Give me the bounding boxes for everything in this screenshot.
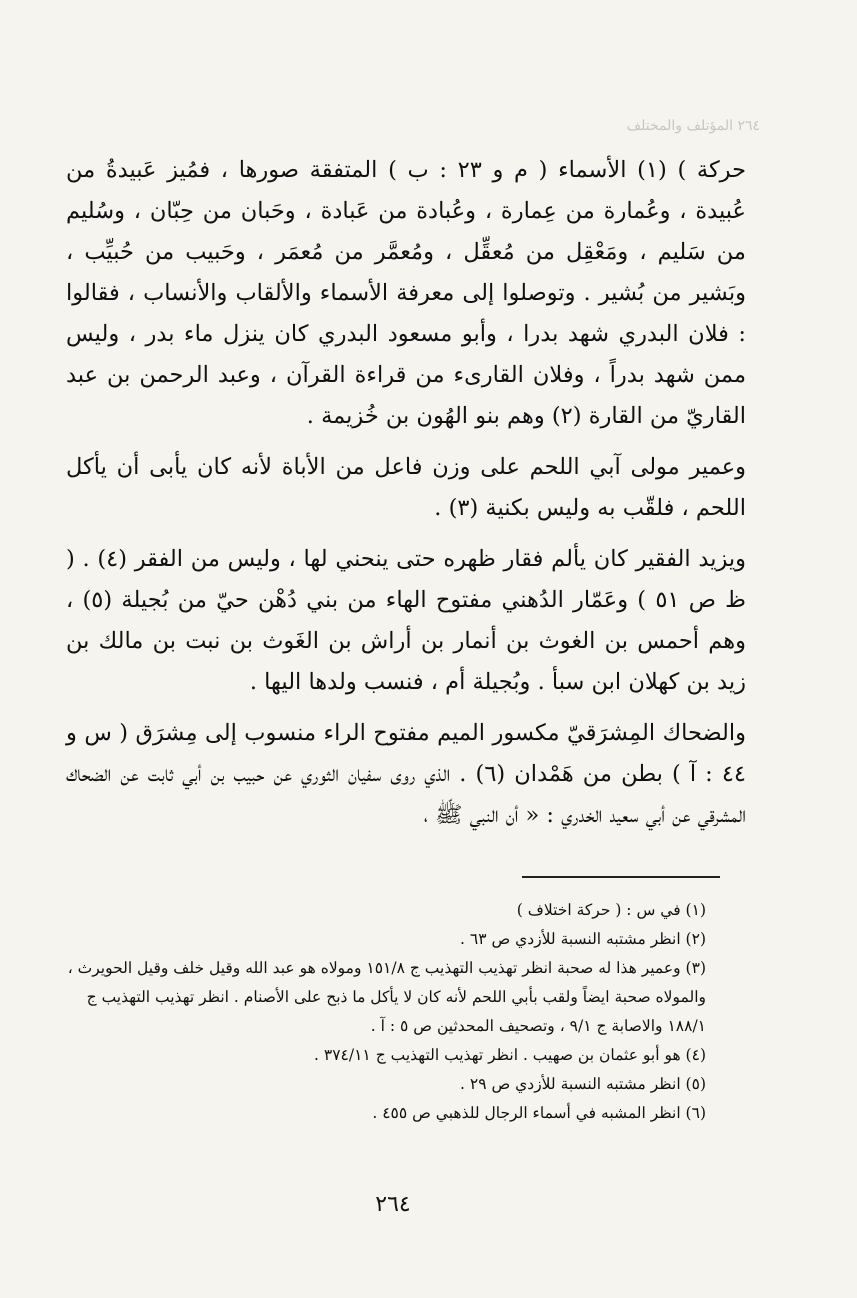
main-text — [66, 150, 746, 836]
paragraph: ويزيد الفقير كان يألم فقار ظهره حتى ينحني لها ، وليس من الفقر (٤) . ( ظ ص ٥١ ) وعَمّار الدُهني مفتوح الهاء من بني دُهْن حيّ من بُجيلة (٥) ، وهم أحمس بن الغوث بن أنمار بن أراش بن الغَوث بن نبت بن مالك بن زيد بن كهلان ابن سبأ . وبُجيلة أم ، فنسب ولدها اليها . — [66, 546, 747, 695]
footnotes — [46, 896, 706, 1128]
paragraph: والضحاك المِشرَقيّ مكسور الميم مفتوح الراء منسوب إلى مِشرَق ( س و ٤٤ : آ ) بطن من هَمْدان (٦) . الذي روى سفيان الثوري عن حبيب بن أبي ثابت عن الضحاك المشرقي عن أبي سعيد الخدري : « أن النبي ﷺ ، — [66, 720, 747, 828]
footnote-5: (٥) انظر مشتبه النسبة للأزدي ص ٢٩ . — [460, 1075, 706, 1093]
footnote-3: (٣) وعمير هذا له صحبة انظر تهذيب التهذيب ج ١٥١/٨ ومولاه هو عبد الله وقيل خلف وقيل الحويرث ، والمولاه صحبة ايضاً ولقب بأبي اللحم لأنه كان لا يأكل ما ذبح على الأصنام . انظر تهذيب التهذيب ج ١٨٨/١ والاصابة ج ٩/١ ، وتصحيف المحدثين ص ٥ : آ . — [67, 959, 706, 1035]
footnote-divider — [522, 876, 720, 878]
faded-running-header: ٢٦٤ المؤتلف والمختلف — [626, 118, 760, 134]
footnote-4: (٤) هو أبو عثمان بن صهيب . انظر تهذيب التهذيب ج ٣٧٤/١١ . — [314, 1046, 706, 1064]
footnote-2: (٢) انظر مشتبه النسبة للأزدي ص ٦٣ . — [460, 930, 706, 948]
paragraph: وعمير مولى آبي اللحم على وزن فاعل من الأباة لأنه كان يأبى أن يأكل اللحم ، فلقّب به وليس بكنية (٣) . — [66, 454, 746, 521]
footnote-1: (١) في س : ( حركة اختلاف ) — [516, 901, 706, 919]
footnote-6: (٦) انظر المشبه في أسماء الرجال للذهبي ص ٤٥٥ . — [372, 1104, 706, 1122]
page-number: ٢٦٤ — [375, 1192, 411, 1217]
paragraph: حركة ) (١) الأسماء ( م و ٢٣ : ب ) المتفقة صورها ، فمُيز عَبيدةُ من عُبيدة ، وعُمارة من عِمارة ، وعُبادة من عَبادة ، وحَبان من حِبّان ، وسُليم من سَليم ، ومَعْقِل من مُعقِّل ، ومُعمَّر من مُعمَر ، وحَبيب من حُبيِّب ، وبَشير من بُشير . وتوصلوا إلى معرفة الأسماء والألقاب والأنساب ، فقالوا : فلان البدري شهد بدرا ، وأبو مسعود البدري كان ينزل ماء بدر ، وليس ممن شهد بدراً ، وفلان القارىء من قراءة القرآن ، وعبد الرحمن بن عبد القاريّ من القارة (٢) وهم بنو الهُون بن خُزيمة . — [66, 157, 746, 429]
